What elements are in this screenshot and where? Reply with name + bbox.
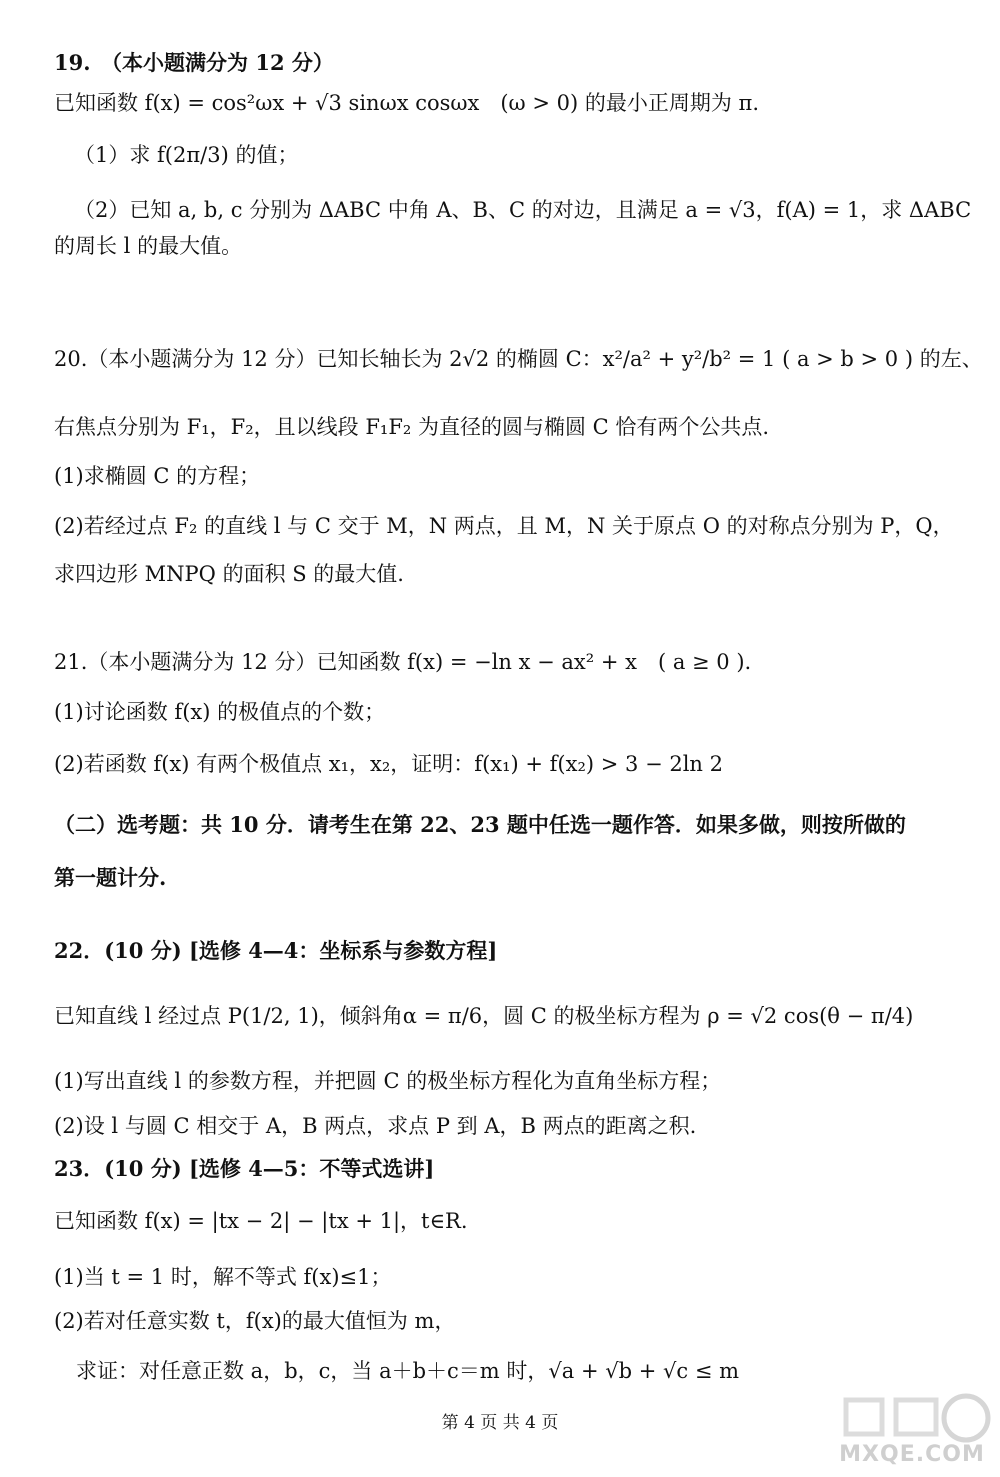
- q19-stem: 已知函数 f(x) = cos²ωx + √3 sinωx cosωx (ω > 0) 的最小正周期为 π.: [54, 91, 760, 115]
- q21-stem: 21.（本小题满分为 12 分）已知函数 f(x) = −ln x − ax² + x ( a ≥ 0 ).: [54, 650, 752, 674]
- q22-stem: 已知直线 l 经过点 P(1/2, 1)，倾斜角α = π/6，圆 C 的极坐标方程为 ρ = √2 cos(θ − π/4): [54, 1004, 914, 1028]
- q19-part1: （1）求 f(2π/3) 的值；: [74, 143, 299, 167]
- q19-part2-line2: 的周长 l 的最大值。: [54, 234, 243, 258]
- q19-header: 19. （本小题满分为 12 分）: [54, 50, 334, 75]
- q23-proof-statement: 求证：对任意正数 a，b，c，当 a＋b＋c＝m 时，√a + √b + √c ≤ m: [76, 1359, 740, 1383]
- q19-part2-line1: （2）已知 a, b, c 分别为 ΔABC 中角 A、B、C 的对边，且满足 a = √3，f(A) = 1，求 ΔABC: [74, 198, 972, 222]
- watermark-emblem-icon: [826, 1392, 998, 1444]
- q23-stem: 已知函数 f(x) = |tx − 2| − |tx + 1|，t∈R.: [54, 1209, 468, 1233]
- q20-stem-line2: 右焦点分别为 F₁，F₂，且以线段 F₁F₂ 为直径的圆与椭圆 C 恰有两个公共点.: [54, 415, 770, 439]
- q23-header: 23．(10 分) [选修 4—5：不等式选讲]: [54, 1156, 435, 1181]
- q20-part1: (1)求椭圆 C 的方程；: [54, 464, 261, 488]
- q23-part1: (1)当 t = 1 时，解不等式 f(x)≤1；: [54, 1265, 392, 1289]
- q22-part2: (2)设 l 与圆 C 相交于 A，B 两点，求点 P 到 A，B 两点的距离之积.: [54, 1114, 697, 1138]
- section2-instruction-line2: 第一题计分.: [54, 865, 167, 890]
- page-number: 第 4 页 共 4 页: [441, 1413, 559, 1433]
- q20-part2-line1: (2)若经过点 F₂ 的直线 l 与 C 交于 M，N 两点，且 M，N 关于原点 O 的对称点分别为 P，Q，: [54, 514, 954, 538]
- section2-instruction-line1: （二）选考题：共 10 分．请考生在第 22、23 题中任选一题作答．如果多做，则按所做的: [54, 812, 906, 837]
- q22-header: 22．(10 分) [选修 4—4：坐标系与参数方程]: [54, 938, 498, 963]
- q22-part1: (1)写出直线 l 的参数方程，并把圆 C 的极坐标方程化为直角坐标方程；: [54, 1069, 722, 1093]
- q23-part2: (2)若对任意实数 t，f(x)的最大值恒为 m，: [54, 1309, 456, 1333]
- q21-part2: (2)若函数 f(x) 有两个极值点 x₁，x₂，证明：f(x₁) + f(x₂) > 3 − 2ln 2: [54, 752, 723, 776]
- watermark-text: MXQE.COM: [839, 1442, 985, 1467]
- watermark-logo: [826, 1392, 998, 1474]
- q21-part1: (1)讨论函数 f(x) 的极值点的个数；: [54, 700, 386, 724]
- q20-part2-line2: 求四边形 MNPQ 的面积 S 的最大值.: [54, 562, 404, 586]
- q20-stem-line1: 20.（本小题满分为 12 分）已知长轴长为 2√2 的椭圆 C：x²/a² + y²/b² = 1 ( a > b > 0 ) 的左、: [54, 347, 983, 371]
